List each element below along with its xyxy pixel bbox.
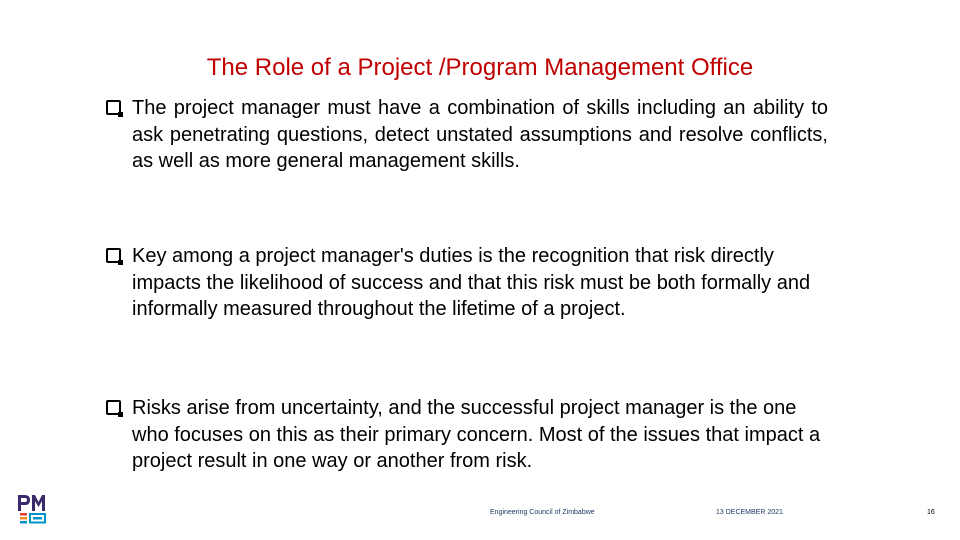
- footer-organization: Engineering Council of Zimbabwe: [490, 509, 595, 516]
- slide-title: The Role of a Project /Program Management Office: [206, 54, 754, 81]
- footer-date: 13 DECEMBER 2021: [716, 509, 783, 516]
- pmi-logo-icon: [16, 492, 50, 526]
- bullet-text: Risks arise from uncertainty, and the successful project manager is the one who focuses on this as their primary concern. Most of the issues that impact a project result in one way or another from risk.: [132, 397, 821, 472]
- bullet-item: [106, 395, 822, 475]
- bullet-item: [106, 95, 828, 175]
- checkbox-square-icon: [106, 400, 121, 415]
- page-number: 16: [927, 509, 935, 516]
- checkbox-square-icon: [106, 248, 121, 263]
- bullet-text: Key among a project manager's duties is the recognition that risk directly impacts the likelihood of success and that this risk must be both formally and informally measured throughout the lifetime of a project.: [132, 245, 811, 320]
- checkbox-square-icon: [106, 100, 121, 115]
- bullet-text: The project manager must have a combination of skills including an ability to ask penetrating questions, detect unstated assumptions and resolve conflicts, as well as more general management skills.: [132, 97, 828, 172]
- bullet-item: [106, 243, 818, 323]
